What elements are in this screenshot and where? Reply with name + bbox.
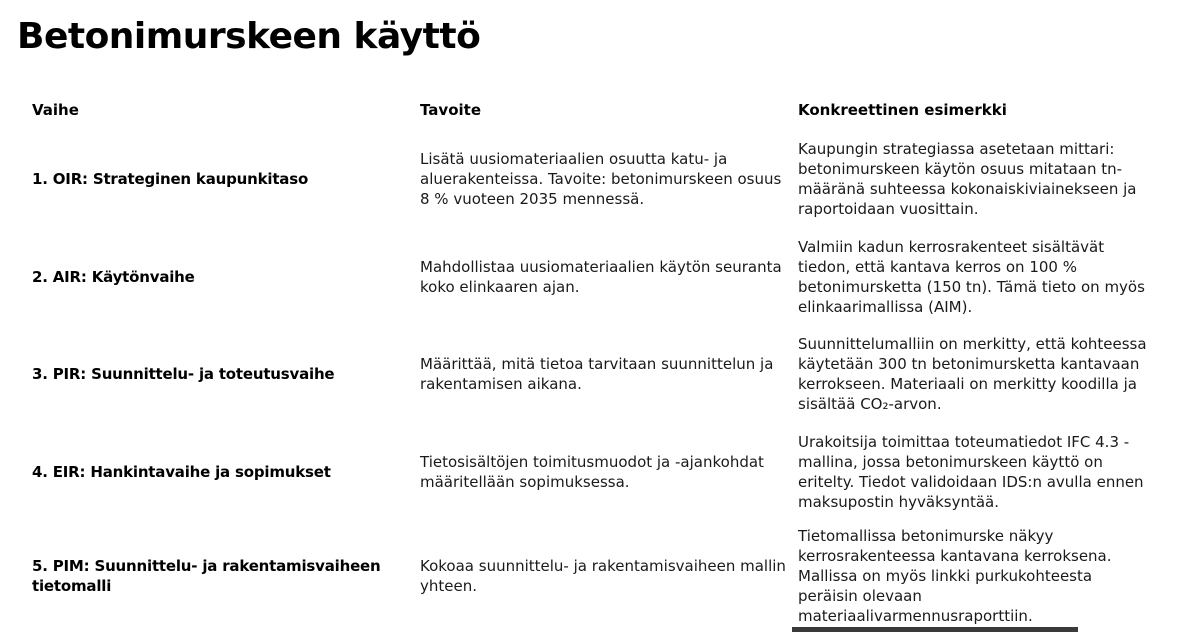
column-header-esimerkki: Konkreettinen esimerkki [798,101,1007,119]
goal-cell: Kokoaa suunnittelu- ja rakentamisvaiheen mallin yhteen. [420,557,786,595]
goal-cell: Määrittää, mitä tietoa tarvitaan suunnittelun ja rakentamisen aikana. [420,355,774,393]
clipped-element-bar [792,627,1078,632]
example-cell: Kaupungin strategiassa asetetaan mittari: betonimurskeen käytön osuus mitataan tn-määränä suhteessa kokonaiskiviainekseen ja raportoidaan vuosittain. [798,140,1137,218]
example-cell: Valmiin kadun kerrosrakenteet sisältävät tiedon, että kantava kerros on 100 % betonimursketta (150 tn). Tämä tieto on myös elinkaarimallissa (AIM). [798,237,1145,316]
phase-cell: 5. PIM: Suunnittelu- ja rakentamisvaiheen tietomalli [32,557,381,595]
goal-cell: Mahdollistaa uusiomateriaalien käytön seuranta koko elinkaaren ajan. [420,257,782,296]
goal-cell: Tietosisältöjen toimitusmuodot ja -ajankohdat määritellään sopimuksessa. [420,452,764,491]
example-cell: Urakoitsija toimittaa toteumatiedot IFC 4.3 -mallina, jossa betonimurskeen käyttö on eritelty. Tiedot validoidaan IDS:n avulla ennen maksupostin hyväksyntää. [798,432,1144,511]
example-cell: Suunnittelumalliin on merkitty, että kohteessa käytetään 300 tn betonimursketta kantavaan kerrokseen. Materiaali on merkitty koodilla ja sisältää CO₂-arvon. [798,335,1147,413]
phase-cell: 3. PIR: Suunnittelu- ja toteutusvaihe [32,365,335,383]
column-header-tavoite: Tavoite [420,101,481,119]
phase-cell: 1. OIR: Strateginen kaupunkitaso [32,170,309,188]
page-title: Betonimurskeen käyttö [17,16,481,57]
example-cell: Tietomallissa betonimurske näkyy kerrosrakenteessa kantavana kerroksena. Mallissa on myös linkki purkukohteesta peräisin olevaan materiaalivarmennusraporttiin. [798,527,1112,625]
phase-cell: 4. EIR: Hankintavaihe ja sopimukset [32,462,331,481]
phase-cell: 2. AIR: Käytönvaihe [32,267,195,286]
column-header-vaihe: Vaihe [32,101,79,119]
phase-table [32,100,1162,632]
goal-cell: Lisätä uusiomateriaalien osuutta katu- ja aluerakenteissa. Tavoite: betonimurskeen osuus 8 % vuoteen 2035 mennessä. [420,150,782,208]
